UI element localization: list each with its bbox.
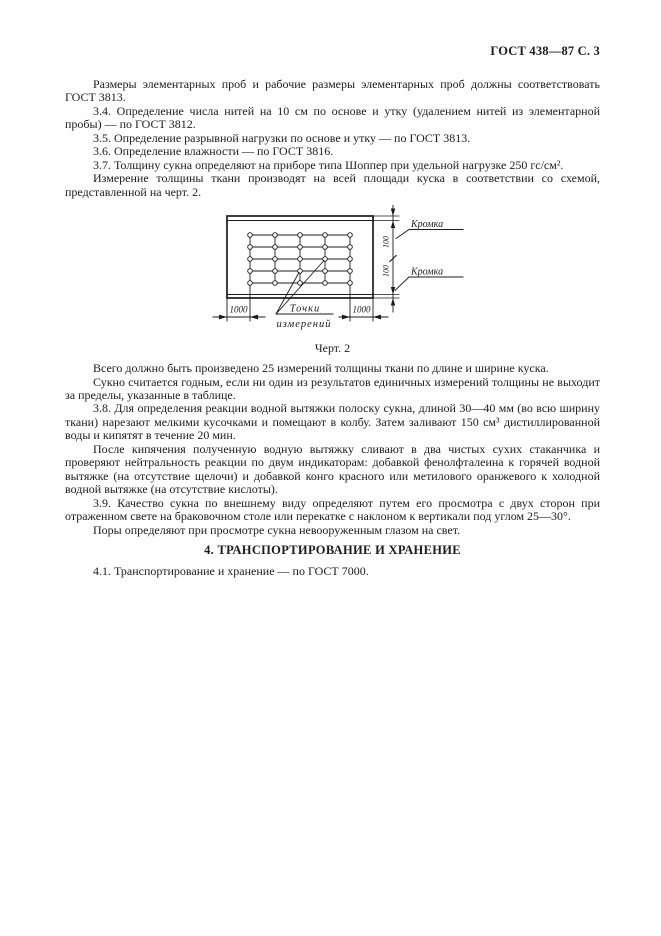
fabric-outline [227, 216, 399, 298]
document-header: ГОСТ 438—87 С. 3 [490, 44, 600, 58]
figure-label-selvage-top: Кромка [411, 219, 444, 231]
figure-dim-100-upper: 100 [381, 236, 391, 249]
paragraph-total-measurements: Всего должно быть произведено 25 измерений толщины ткани по длине и ширине куска. [93, 361, 549, 376]
paragraph-3-6: 3.6. Определение влажности — по ГОСТ 3816. [93, 144, 334, 159]
figure-caption: Черт. 2 [314, 341, 351, 356]
paragraph-extract-check: После кипячения полученную водную вытяжку сливают в два чистых сухих стаканчика и проверяют нейтральность реакции по двум индикаторам: добавкой фенолфталеина к горячей водной вытяжке (на отсутствие щелочи) и добавкой конго красного или метилового оранжевого к холодной водной вытяжке (на отсутствие кислоты). [65, 441, 600, 497]
figure-label-selvage-bottom: Кромка [411, 266, 444, 278]
figure-dim-100-lower: 100 [381, 265, 391, 278]
paragraph-4-1: 4.1. Транспортирование и хранение — по ГОСТ 7000. [93, 563, 369, 578]
paragraph-3-7: 3.7. Толщину сукна определяют на приборе типа Шоппер при удельной нагрузке 250 гс/см². [93, 157, 564, 172]
figure-chert-2 [65, 202, 600, 362]
dimension-chain-right [390, 206, 396, 313]
paragraph-pores: Поры определяют при просмотре сукна невооруженным глазом на свет. [93, 522, 461, 537]
measurement-scheme-drawing [193, 203, 515, 336]
paragraph-measurement-scheme: Измерение толщины ткани производят на всей площади куска в соответствии со схемой, представленной на черт. 2. [65, 171, 600, 199]
figure-label-points-line1: Точки [289, 303, 321, 315]
figure-label-points-line2: измерений [276, 319, 332, 331]
figure-dim-1000-left: 1000 [229, 304, 248, 315]
section-heading-transport: 4. ТРАНСПОРТИРОВАНИЕ И ХРАНЕНИЕ [204, 542, 461, 557]
paragraph-3-4: 3.4. Определение числа нитей на 10 см по основе и утку (удалением нитей из элементарной пробы) — по ГОСТ 3812. [65, 103, 600, 132]
paragraph-3-8: 3.8. Для определения реакции водной вытяжки полоску сукна, длиной 30—40 мм (во всю ширину ткани) нарезают мелкими кусочками и помещают в колбу. Затем заливают 150 см³ дистиллированной воды и кипятят в течение 20 мин. [65, 401, 600, 443]
page-column [65, 44, 600, 578]
paragraph-3-5: 3.5. Определение разрывной нагрузки по основе и утку — по ГОСТ 3813. [93, 130, 471, 145]
paragraph-acceptance: Сукно считается годным, если ни один из результатов единичных измерений толщины не выходит за пределы, указанные в таблице. [65, 374, 600, 402]
paragraph-intro: Размеры элементарных проб и рабочие размеры элементарных проб должны соответствовать ГОСТ 3813. [65, 77, 600, 105]
paragraph-3-9: 3.9. Качество сукна по внешнему виду определяют путем его просмотра с двух сторон при отраженном свете на браковочном столе или перекатке с наклоном к вертикали под углом 25—30°. [65, 495, 600, 524]
figure-dim-1000-right: 1000 [352, 304, 371, 315]
